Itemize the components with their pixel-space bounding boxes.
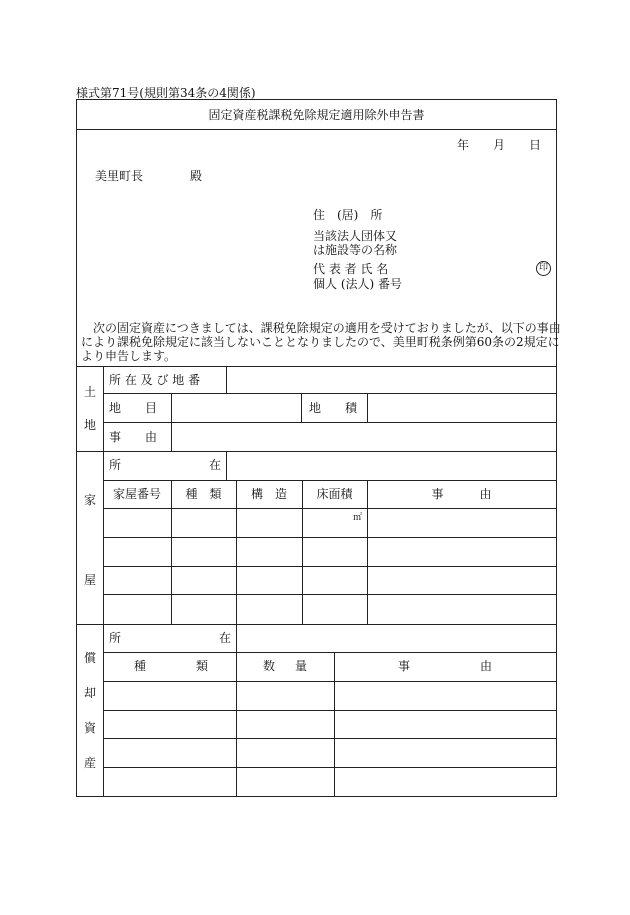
house-section-label: 屋 bbox=[84, 573, 97, 587]
statement-line-2: により課税免除規定に該当しないこととなりましたので、美里町税条例第60条の2規定に bbox=[81, 335, 560, 349]
house-location-label-2: 在 bbox=[209, 458, 222, 472]
address-label: 住 (居) 所 bbox=[313, 208, 383, 222]
asset-col-qty-2: 量 bbox=[295, 659, 308, 673]
land-area-label: 地 積 bbox=[309, 401, 358, 415]
asset-col-qty-1: 数 bbox=[263, 659, 276, 673]
floor-area-unit: ㎡ bbox=[353, 513, 363, 523]
asset-row-line bbox=[103, 681, 556, 682]
house-col-number: 家屋番号 bbox=[112, 487, 161, 501]
land-reason-label: 事 由 bbox=[109, 430, 158, 444]
asset-col-line bbox=[236, 652, 237, 796]
asset-col-line bbox=[334, 652, 335, 796]
asset-location-label-2: 在 bbox=[219, 631, 232, 645]
date-year: 年 bbox=[457, 138, 470, 152]
asset-section-label: 却 bbox=[84, 686, 97, 700]
house-section-label: 家 bbox=[84, 493, 97, 507]
date-day: 日 bbox=[529, 138, 542, 152]
header-divider bbox=[77, 366, 556, 367]
land-chimoku-label: 地 目 bbox=[109, 401, 158, 415]
house-col-structure: 構 造 bbox=[250, 487, 287, 501]
date-month: 月 bbox=[493, 138, 506, 152]
org-name-label-2: は施設等の名称 bbox=[313, 243, 398, 257]
asset-section-label: 資 bbox=[84, 721, 97, 735]
house-col-line bbox=[171, 480, 172, 624]
asset-row-line bbox=[103, 767, 556, 768]
asset-location-label-1: 所 bbox=[109, 631, 122, 645]
asset-row-line bbox=[103, 738, 556, 739]
asset-col-kind-1: 種 bbox=[134, 659, 147, 673]
seal-mark: 印 bbox=[536, 261, 551, 276]
land-section-label: 地 bbox=[84, 418, 97, 432]
land-location-label: 所 在 及 び 地 番 bbox=[109, 373, 201, 387]
declaration-form bbox=[76, 99, 561, 797]
land-section-label: 土 bbox=[84, 385, 97, 399]
statement-line-1: 次の固定資産につきましては、課税免除規定の適用を受けておりましたが、以下の事由 bbox=[81, 321, 561, 335]
addressee-name: 美里町長 bbox=[95, 169, 144, 183]
representative-label: 代 表 者 氏 名 bbox=[313, 262, 389, 276]
asset-location-line bbox=[236, 624, 237, 652]
house-asset-divider bbox=[77, 624, 556, 625]
addressee-honorific: 殿 bbox=[190, 169, 203, 183]
land-area-line bbox=[367, 393, 368, 422]
asset-col-reason-2: 由 bbox=[480, 659, 493, 673]
asset-row-line bbox=[103, 710, 556, 711]
house-col-line bbox=[367, 480, 368, 624]
land-label-line bbox=[171, 393, 172, 451]
house-location-label-1: 所 bbox=[109, 458, 122, 472]
asset-row-line bbox=[103, 652, 556, 653]
number-label: 個人 (法人) 番号 bbox=[313, 277, 402, 291]
house-location-line bbox=[226, 451, 227, 480]
asset-col-reason-1: 事 bbox=[398, 659, 411, 673]
house-col-reason: 事 由 bbox=[431, 487, 492, 501]
section-label-column-line bbox=[103, 366, 104, 796]
house-col-floor-area: 床面積 bbox=[316, 487, 353, 501]
house-col-line bbox=[236, 480, 237, 624]
land-area-line bbox=[301, 393, 302, 422]
house-col-kind: 種 類 bbox=[185, 487, 222, 501]
asset-section-label: 償 bbox=[84, 651, 97, 665]
land-house-divider bbox=[77, 451, 556, 452]
house-col-line bbox=[302, 480, 303, 624]
org-name-label-1: 当該法人団体又 bbox=[313, 229, 398, 243]
form-number: 様式第71号(規則第34条の4関係) bbox=[76, 86, 256, 100]
land-location-line bbox=[226, 366, 227, 393]
page-title: 固定資産税課税免除規定適用除外申告書 bbox=[208, 108, 425, 122]
asset-col-kind-2: 類 bbox=[196, 659, 209, 673]
title-divider bbox=[77, 129, 556, 130]
asset-section-label: 産 bbox=[84, 756, 97, 770]
statement-line-3: より申告します。 bbox=[81, 349, 177, 363]
